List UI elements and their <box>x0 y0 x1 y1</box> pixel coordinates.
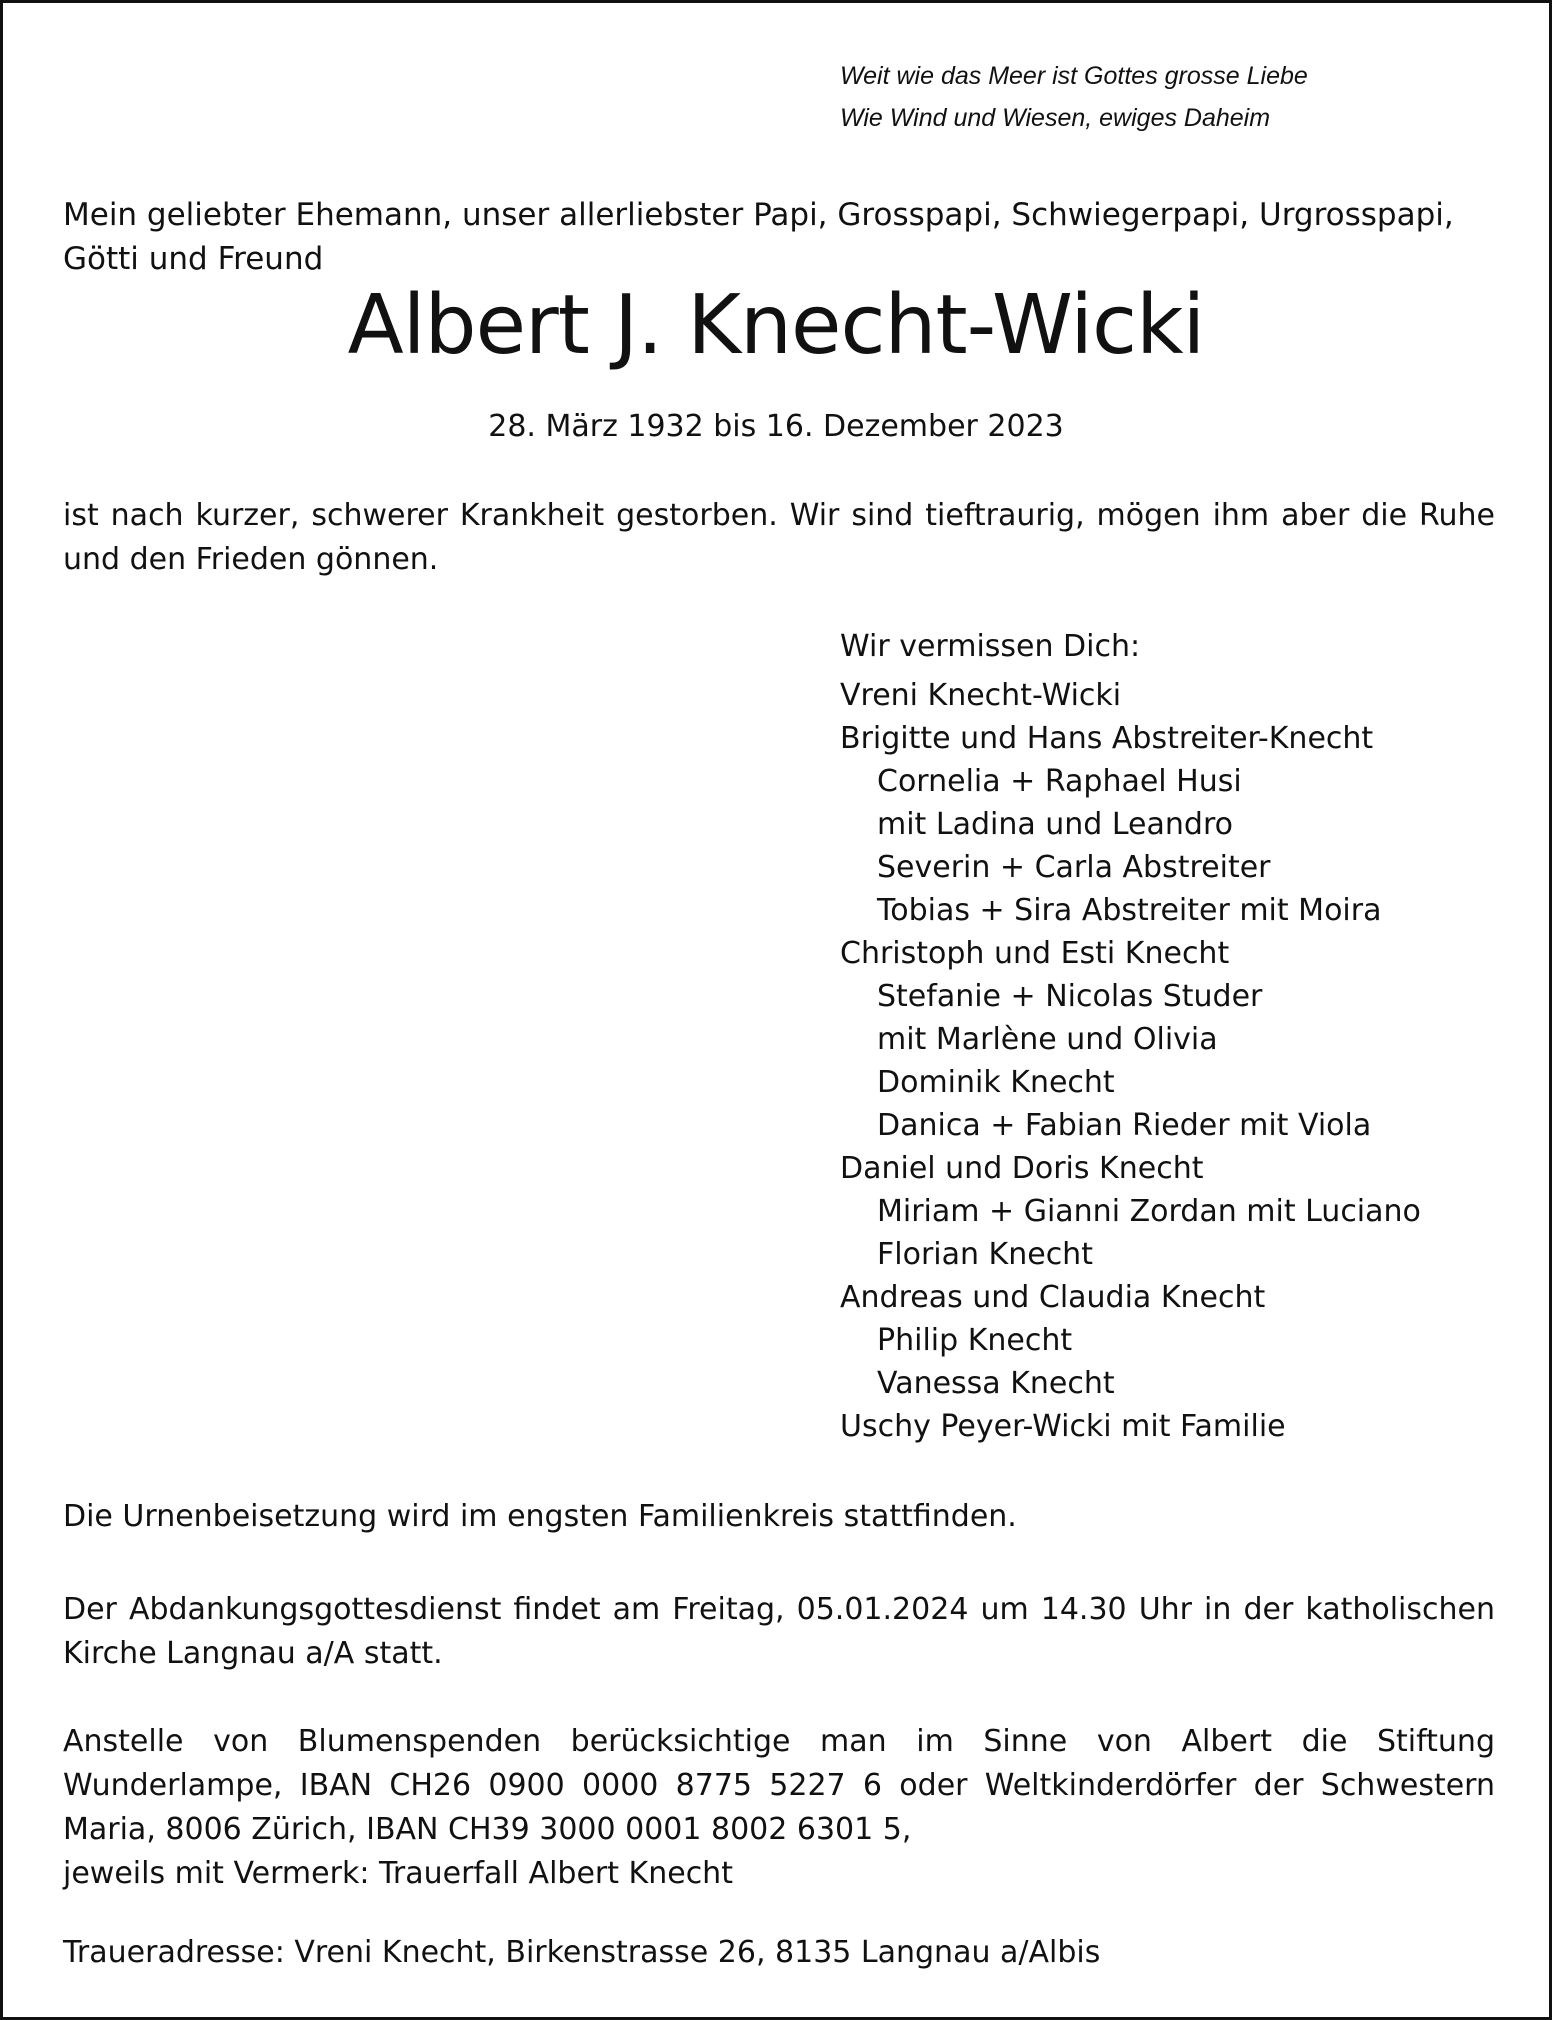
mourners-list <box>840 625 1540 1448</box>
donation-text: Anstelle von Blumenspenden berücksichtige man im Sinne von Albert die Stiftung Wunderlampe, IBAN CH26 0900 0000 8775 5227 6 oder Weltkinderdörfer der Schwestern Maria, 8006 Zürich, IBAN CH39 3000 0001 8002 6301 5, <box>63 1724 1495 1847</box>
mourner-entry: Tobias + Sira Abstreiter mit Moira <box>877 893 1382 928</box>
mourner-entry: Philip Knecht <box>877 1323 1073 1358</box>
mourner-entry: Severin + Carla Abstreiter <box>877 850 1271 885</box>
quote-line-2: Wie Wind und Wiesen, ewiges Daheim <box>840 104 1271 132</box>
quote-line-1: Weit wie das Meer ist Gottes grosse Liebe <box>840 62 1308 90</box>
mourner-entry: Christoph und Esti Knecht <box>840 936 1230 971</box>
mourner-entry: Stefanie + Nicolas Studer <box>877 979 1263 1014</box>
mourner-entry: Vreni Knecht-Wicki <box>840 678 1122 713</box>
funeral-service-note: Der Abdankungsgottesdienst findet am Freitag, 05.01.2024 um 14.30 Uhr in der katholischen Kirche Langnau a/A statt. <box>63 1592 1495 1671</box>
donation-reference: jeweils mit Vermerk: Trauerfall Albert Knecht <box>63 1856 733 1891</box>
mourner-entry: Vanessa Knecht <box>877 1366 1115 1401</box>
mourner-entry: Daniel und Doris Knecht <box>840 1151 1204 1186</box>
mourner-entry: Andreas und Claudia Knecht <box>840 1280 1266 1315</box>
urn-burial-note: Die Urnenbeisetzung wird im engsten Familienkreis stattfinden. <box>63 1499 1017 1534</box>
mourner-entry: Cornelia + Raphael Husi <box>877 764 1242 799</box>
life-dates: 28. März 1932 bis 16. Dezember 2023 <box>488 409 1064 444</box>
mourner-rows <box>840 674 1540 1448</box>
intro-text: Mein geliebter Ehemann, unser allerliebster Papi, Grosspapi, Schwiegerpapi, Urgrosspapi, Götti und Freund <box>63 197 1454 277</box>
quote <box>840 55 1480 139</box>
mourner-entry: Florian Knecht <box>877 1237 1093 1272</box>
mourner-entry: Danica + Fabian Rieder mit Viola <box>877 1108 1372 1143</box>
mourner-entry: mit Marlène und Olivia <box>877 1022 1218 1057</box>
mourner-entry: Brigitte und Hans Abstreiter-Knecht <box>840 721 1374 756</box>
deceased-name: Albert J. Knecht-Wicki <box>347 278 1205 373</box>
donation-note <box>63 1720 1495 1896</box>
mourner-entry: Dominik Knecht <box>877 1065 1115 1100</box>
mourner-entry: Uschy Peyer-Wicki mit Familie <box>840 1409 1286 1444</box>
mourners-heading: Wir vermissen Dich: <box>840 629 1141 664</box>
mourner-entry: mit Ladina und Leandro <box>877 807 1233 842</box>
mourner-entry: Miriam + Gianni Zordan mit Luciano <box>877 1194 1421 1229</box>
death-notice: ist nach kurzer, schwerer Krankheit gestorben. Wir sind tieftraurig, mögen ihm aber die Ruhe und den Frieden gönnen. <box>63 498 1495 577</box>
mourning-address: Traueradresse: Vreni Knecht, Birkenstrasse 26, 8135 Langnau a/Albis <box>63 1935 1101 1970</box>
